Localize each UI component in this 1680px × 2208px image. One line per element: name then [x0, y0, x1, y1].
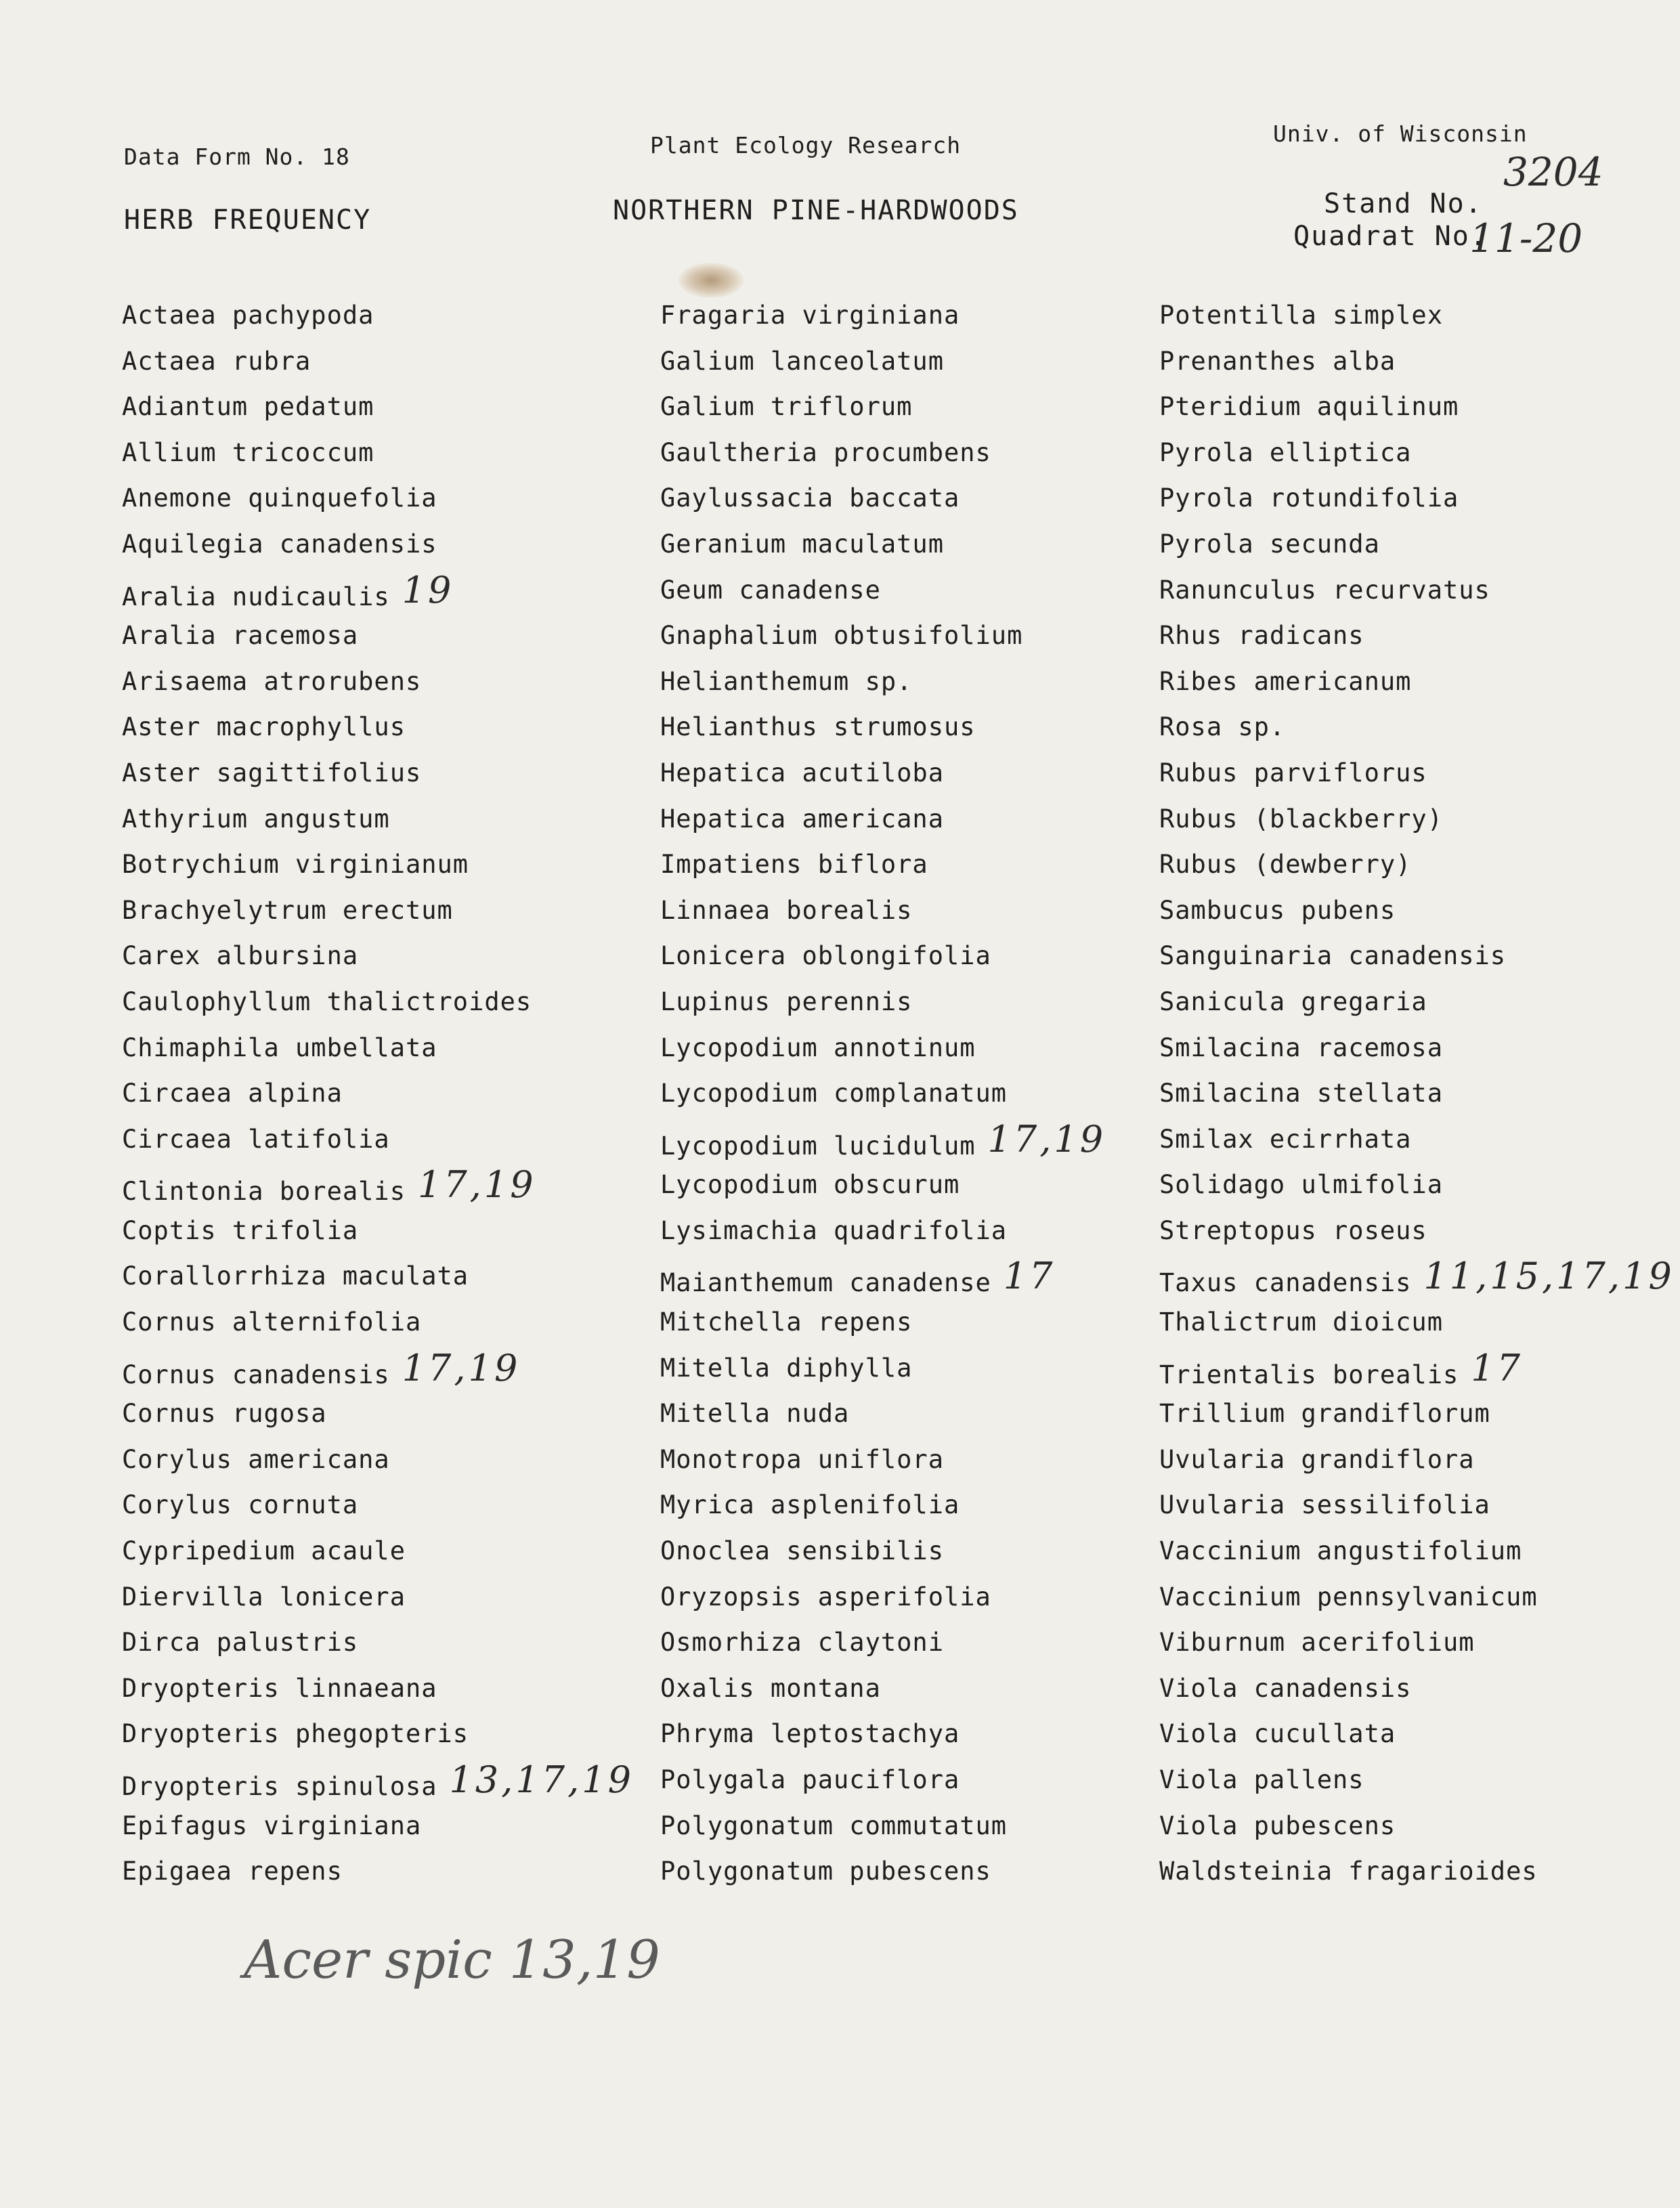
species-row — [122, 475, 650, 521]
species-row — [122, 933, 650, 979]
species-row — [122, 796, 650, 842]
species-name: Corylus cornuta — [122, 1490, 359, 1520]
species-name: Actaea rubra — [122, 346, 311, 376]
species-name: Anemone quinquefolia — [122, 483, 437, 513]
species-name: Clintonia borealis — [122, 1177, 406, 1207]
stand-number-handwritten: 3204 — [1503, 149, 1603, 195]
species-row — [122, 613, 650, 659]
handwritten-quadrat-note: 17 — [1003, 1255, 1056, 1298]
species-name: Trillium grandiflorum — [1159, 1399, 1490, 1429]
species-row — [1159, 704, 1680, 750]
species-name: Pyrola secunda — [1159, 529, 1380, 559]
species-row — [122, 1482, 650, 1528]
species-name: Lonicera oblongifolia — [660, 941, 991, 971]
species-row — [1159, 293, 1680, 339]
species-row — [122, 1345, 650, 1391]
species-name: Oryzopsis asperifolia — [660, 1582, 991, 1611]
species-name: Chimaphila umbellata — [122, 1033, 437, 1062]
stand-label: Stand No. — [1324, 188, 1483, 219]
species-name: Rubus parviflorus — [1159, 758, 1427, 787]
species-row — [122, 521, 650, 567]
species-name: Gnaphalium obtusifolium — [660, 621, 1023, 651]
species-name: Dryopteris spinulosa — [122, 1772, 437, 1801]
species-row — [122, 888, 650, 934]
species-row — [1159, 1482, 1680, 1528]
species-row — [122, 1803, 650, 1849]
species-name: Prenanthes alba — [1159, 346, 1396, 376]
species-name: Sanguinaria canadensis — [1159, 941, 1507, 971]
species-row — [1159, 1345, 1680, 1391]
handwritten-footer-note: Acer spic 13,19 — [244, 1930, 660, 1991]
species-row — [660, 750, 1188, 796]
species-name: Helianthemum sp. — [660, 666, 913, 696]
species-row — [122, 1757, 650, 1803]
species-name: Lycopodium obscurum — [660, 1170, 960, 1200]
species-row — [660, 430, 1188, 476]
species-row — [660, 1391, 1188, 1437]
species-row — [1159, 1162, 1680, 1208]
species-row — [660, 1117, 1188, 1163]
species-name: Pyrola elliptica — [1159, 437, 1412, 467]
species-name: Pteridium aquilinum — [1159, 392, 1459, 422]
species-row — [1159, 1848, 1680, 1895]
species-name: Botrychium virginianum — [122, 850, 469, 880]
species-name: Actaea pachypoda — [122, 301, 374, 330]
species-name: Smilax ecirrhata — [1159, 1124, 1412, 1154]
species-row — [122, 384, 650, 430]
species-name: Viburnum acerifolium — [1159, 1628, 1475, 1658]
species-name: Ribes americanum — [1159, 666, 1412, 696]
species-row — [1159, 1803, 1680, 1849]
species-name: Rubus (dewberry) — [1159, 850, 1412, 880]
species-row — [1159, 1620, 1680, 1666]
species-row — [122, 979, 650, 1025]
species-name: Allium tricoccum — [122, 437, 374, 467]
quadrat-number-handwritten: 11-20 — [1469, 215, 1583, 261]
species-row — [1159, 842, 1680, 888]
species-name: Epigaea repens — [122, 1857, 343, 1886]
species-row — [122, 1070, 650, 1117]
species-name: Sanicula gregaria — [1159, 987, 1427, 1016]
species-row — [660, 1345, 1188, 1391]
species-column-3 — [1159, 293, 1680, 1895]
species-row — [1159, 659, 1680, 705]
species-name: Hepatica acutiloba — [660, 758, 944, 787]
species-row — [660, 933, 1188, 979]
species-name: Galium triflorum — [660, 392, 913, 422]
species-row — [122, 842, 650, 888]
species-row — [1159, 979, 1680, 1025]
species-row — [660, 842, 1188, 888]
species-row — [660, 888, 1188, 934]
university: Univ. of Wisconsin — [1273, 121, 1528, 147]
species-name: Impatiens biflora — [660, 850, 928, 880]
species-name: Corylus americana — [122, 1444, 390, 1474]
species-name: Sambucus pubens — [1159, 895, 1396, 925]
species-name: Phryma leptostachya — [660, 1719, 960, 1749]
species-row — [1159, 521, 1680, 567]
species-row — [660, 979, 1188, 1025]
species-row — [1159, 933, 1680, 979]
species-name: Rubus (blackberry) — [1159, 804, 1443, 834]
species-name: Hepatica americana — [660, 804, 944, 834]
species-name: Fragaria virginiana — [660, 301, 960, 330]
species-name: Lysimachia quadrifolia — [660, 1215, 1008, 1245]
species-row — [1159, 613, 1680, 659]
species-name: Lycopodium annotinum — [660, 1033, 976, 1062]
species-name: Lycopodium complanatum — [660, 1079, 1008, 1108]
species-name: Rhus radicans — [1159, 621, 1364, 651]
species-name: Geum canadense — [660, 575, 881, 605]
species-name: Diervilla lonicera — [122, 1582, 406, 1611]
species-row — [122, 1528, 650, 1574]
handwritten-quadrat-note: 17,19 — [402, 1346, 521, 1389]
species-name: Taxus canadensis — [1159, 1268, 1412, 1298]
species-row — [122, 1848, 650, 1895]
species-row — [660, 567, 1188, 613]
species-name: Streptopus roseus — [1159, 1215, 1427, 1245]
species-name: Smilacina stellata — [1159, 1079, 1443, 1108]
species-row — [660, 796, 1188, 842]
species-name: Circaea alpina — [122, 1079, 343, 1108]
species-row — [122, 567, 650, 613]
species-name: Aralia nudicaulis — [122, 582, 390, 611]
species-row — [1159, 1574, 1680, 1620]
species-row — [122, 1117, 650, 1163]
species-row — [660, 1757, 1188, 1803]
form-number: Data Form No. 18 — [124, 144, 350, 170]
handwritten-quadrat-note: 17,19 — [987, 1117, 1106, 1161]
species-row — [660, 521, 1188, 567]
species-name: Helianthus strumosus — [660, 712, 976, 742]
species-name: Viola cucullata — [1159, 1719, 1396, 1749]
species-name: Polygala pauciflora — [660, 1765, 960, 1794]
species-row — [1159, 339, 1680, 385]
species-row — [1159, 1117, 1680, 1163]
species-row — [660, 293, 1188, 339]
community-title: NORTHERN PINE-HARDWOODS — [613, 195, 1019, 226]
species-name: Onoclea sensibilis — [660, 1536, 944, 1566]
species-name: Cornus canadensis — [122, 1360, 390, 1389]
species-name: Cypripedium acaule — [122, 1536, 406, 1566]
species-row — [660, 704, 1188, 750]
species-name: Linnaea borealis — [660, 895, 913, 925]
species-row — [122, 704, 650, 750]
species-name: Thalictrum dioicum — [1159, 1307, 1443, 1337]
species-row — [122, 1253, 650, 1299]
species-row — [122, 659, 650, 705]
species-name: Monotropa uniflora — [660, 1444, 944, 1474]
species-row — [122, 1574, 650, 1620]
species-name: Mitella nuda — [660, 1399, 850, 1429]
species-row — [660, 1162, 1188, 1208]
species-row — [122, 430, 650, 476]
species-row — [660, 1025, 1188, 1071]
species-name: Viola pubescens — [1159, 1811, 1396, 1840]
species-name: Viola canadensis — [1159, 1673, 1412, 1703]
species-row — [1159, 1711, 1680, 1757]
species-row — [122, 1208, 650, 1254]
species-name: Arisaema atrorubens — [122, 666, 422, 696]
species-row — [1159, 1391, 1680, 1437]
species-name: Viola pallens — [1159, 1765, 1364, 1794]
species-name: Maianthemum canadense — [660, 1268, 991, 1298]
species-row — [122, 1437, 650, 1483]
species-row — [660, 659, 1188, 705]
species-column-1 — [122, 293, 650, 1895]
species-row — [1159, 1757, 1680, 1803]
species-name: Oxalis montana — [660, 1673, 881, 1703]
species-row — [660, 1208, 1188, 1254]
species-row — [1159, 1253, 1680, 1299]
species-name: Solidago ulmifolia — [1159, 1170, 1443, 1200]
species-row — [122, 339, 650, 385]
species-name: Myrica asplenifolia — [660, 1490, 960, 1520]
species-row — [1159, 1070, 1680, 1117]
species-row — [660, 1070, 1188, 1117]
species-name: Mitchella repens — [660, 1307, 913, 1337]
species-name: Athyrium angustum — [122, 804, 390, 834]
species-row — [1159, 1528, 1680, 1574]
species-name: Vaccinium pennsylvanicum — [1159, 1582, 1538, 1611]
species-row — [660, 1528, 1188, 1574]
species-row — [660, 1711, 1188, 1757]
species-name: Caulophyllum thalictroides — [122, 987, 532, 1016]
handwritten-quadrat-note: 17,19 — [417, 1163, 536, 1207]
species-name: Pyrola rotundifolia — [1159, 483, 1459, 513]
species-row — [660, 1482, 1188, 1528]
species-row — [122, 1162, 650, 1208]
handwritten-quadrat-note: 19 — [402, 568, 454, 611]
species-name: Trientalis borealis — [1159, 1360, 1459, 1389]
species-name: Vaccinium angustifolium — [1159, 1536, 1522, 1566]
organization: Plant Ecology Research — [650, 132, 962, 158]
species-name: Gaylussacia baccata — [660, 483, 960, 513]
species-row — [1159, 1666, 1680, 1712]
species-column-2 — [660, 293, 1188, 1895]
species-row — [660, 613, 1188, 659]
species-row — [122, 1299, 650, 1345]
species-row — [660, 1848, 1188, 1895]
species-name: Brachyelytrum erectum — [122, 895, 453, 925]
species-name: Lycopodium lucidulum — [660, 1131, 976, 1161]
species-row — [122, 1711, 650, 1757]
species-row — [660, 384, 1188, 430]
species-name: Ranunculus recurvatus — [1159, 575, 1490, 605]
handwritten-quadrat-note: 11,15,17,19 — [1423, 1255, 1675, 1298]
species-name: Dryopteris phegopteris — [122, 1719, 469, 1749]
species-row — [660, 1299, 1188, 1345]
species-name: Rosa sp. — [1159, 712, 1286, 742]
species-name: Coptis trifolia — [122, 1215, 359, 1245]
species-name: Geranium maculatum — [660, 529, 944, 559]
species-row — [660, 1620, 1188, 1666]
species-row — [1159, 796, 1680, 842]
species-name: Aralia racemosa — [122, 621, 359, 651]
quadrat-label: Quadrat No. — [1293, 221, 1488, 252]
species-row — [660, 1253, 1188, 1299]
species-row — [122, 293, 650, 339]
species-name: Gaultheria procumbens — [660, 437, 991, 467]
species-name: Carex albursina — [122, 941, 359, 971]
handwritten-quadrat-note: 13,17,19 — [449, 1758, 634, 1801]
species-name: Circaea latifolia — [122, 1124, 390, 1154]
species-row — [1159, 1025, 1680, 1071]
species-row — [1159, 888, 1680, 934]
species-name: Osmorhiza claytoni — [660, 1628, 944, 1658]
species-name: Mitella diphylla — [660, 1353, 913, 1383]
form-title: HERB FREQUENCY — [124, 204, 372, 236]
species-name: Uvularia grandiflora — [1159, 1444, 1475, 1474]
species-name: Polygonatum commutatum — [660, 1811, 1008, 1840]
species-name: Epifagus virginiana — [122, 1811, 422, 1840]
species-row — [660, 475, 1188, 521]
species-row — [122, 1620, 650, 1666]
species-name: Potentilla simplex — [1159, 301, 1443, 330]
species-name: Smilacina racemosa — [1159, 1033, 1443, 1062]
species-row — [1159, 384, 1680, 430]
species-row — [1159, 430, 1680, 476]
species-row — [1159, 567, 1680, 613]
species-row — [1159, 750, 1680, 796]
species-name: Dryopteris linnaeana — [122, 1673, 437, 1703]
species-name: Corallorrhiza maculata — [122, 1261, 469, 1291]
species-name: Waldsteinia fragarioides — [1159, 1857, 1538, 1886]
species-row — [1159, 1299, 1680, 1345]
species-row — [1159, 1208, 1680, 1254]
species-row — [1159, 1437, 1680, 1483]
species-row — [122, 1666, 650, 1712]
species-name: Aster macrophyllus — [122, 712, 406, 742]
species-name: Dirca palustris — [122, 1628, 359, 1658]
species-row — [660, 1666, 1188, 1712]
species-row — [122, 1391, 650, 1437]
species-row — [1159, 475, 1680, 521]
species-name: Galium lanceolatum — [660, 346, 944, 376]
species-name: Lupinus perennis — [660, 987, 913, 1016]
species-name: Cornus rugosa — [122, 1399, 327, 1429]
species-row — [122, 750, 650, 796]
species-name: Uvularia sessilifolia — [1159, 1490, 1490, 1520]
species-name: Adiantum pedatum — [122, 392, 374, 422]
species-row — [660, 1437, 1188, 1483]
species-name: Polygonatum pubescens — [660, 1857, 991, 1886]
species-name: Aquilegia canadensis — [122, 529, 437, 559]
species-name: Cornus alternifolia — [122, 1307, 422, 1337]
handwritten-quadrat-note: 17 — [1471, 1346, 1523, 1389]
species-row — [660, 339, 1188, 385]
species-row — [660, 1803, 1188, 1849]
species-row — [660, 1574, 1188, 1620]
species-name: Aster sagittifolius — [122, 758, 422, 787]
species-row — [122, 1025, 650, 1071]
